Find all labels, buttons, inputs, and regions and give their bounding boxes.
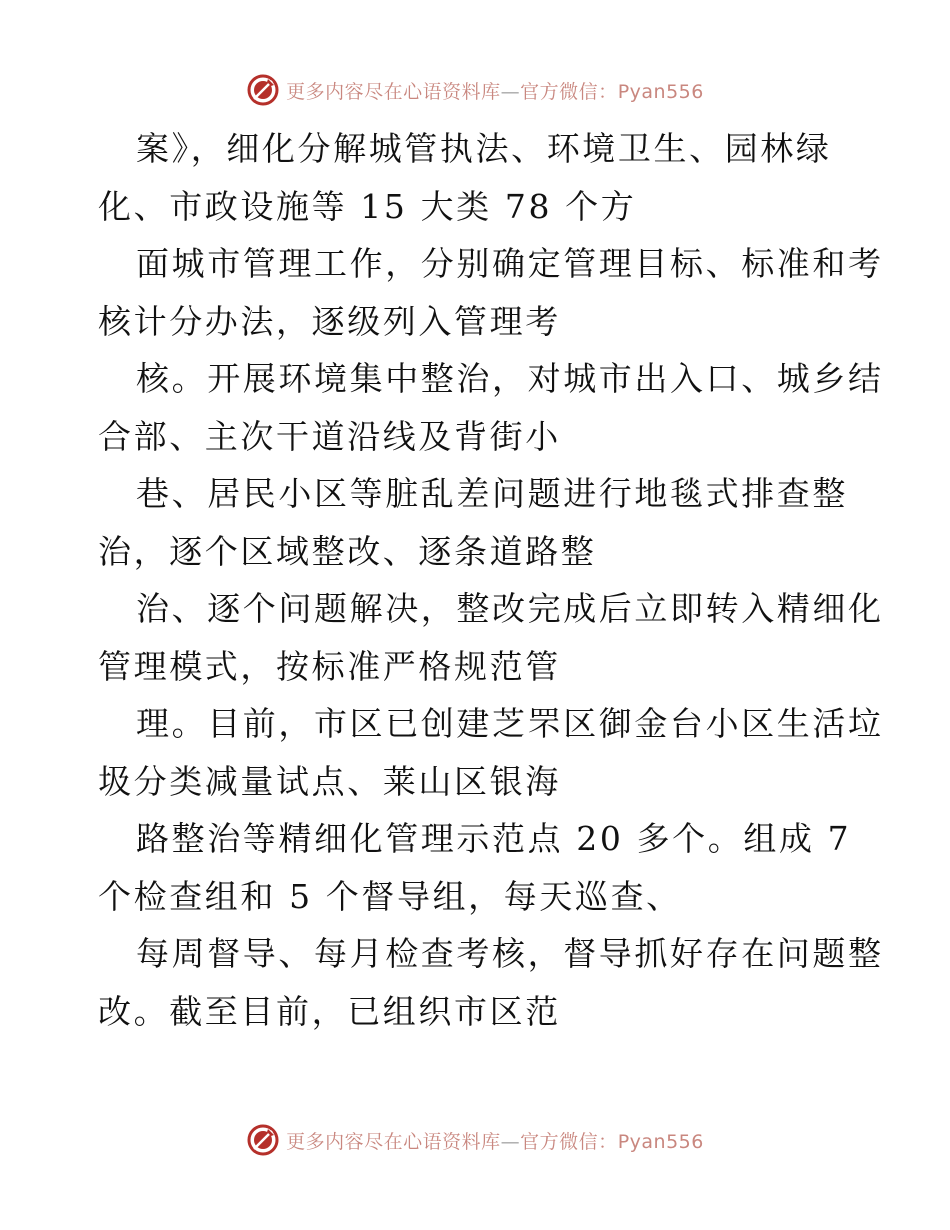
watermark-dash: — [500, 80, 521, 103]
text-line: 治、逐个问题解决，整改完成后立即转入精细化 [136, 589, 884, 628]
text-line: 合部、主次干道沿线及背街小 [98, 416, 561, 456]
watermark-text [286, 1127, 704, 1154]
text-line: 化、市政设施等 15 大类 78 个方 [98, 186, 637, 226]
text-line: 路整治等精细化管理示范点 20 多个。组成 7 [136, 819, 852, 858]
text-line: 管理模式，按标准严格规范管 [98, 646, 561, 686]
watermark-id: Pyan556 [617, 80, 704, 103]
text-line: 核。开展环境集中整治，对城市出入口、城乡结 [136, 359, 884, 398]
watermark-header [0, 70, 950, 110]
text-line: 案》，细化分解城管执法、环境卫生、园林绿 [136, 129, 832, 168]
watermark-text [286, 77, 704, 104]
text-line: 治，逐个区域整改、逐条道路整 [98, 531, 597, 571]
watermark-dash: — [500, 1130, 521, 1153]
text-line: 圾分类减量试点、莱山区银海 [98, 761, 561, 801]
text-line: 理。目前，市区已创建芝罘区御金台小区生活垃 [136, 704, 884, 743]
text-line: 每周督导、每月检查考核，督导抓好存在问题整 [136, 934, 884, 973]
text-line: 巷、居民小区等脏乱差问题进行地毯式排查整 [136, 474, 848, 513]
pen-logo-icon [246, 1123, 280, 1157]
watermark-prefix: 更多内容尽在心语资料库 [286, 80, 501, 103]
document-body [98, 120, 884, 1040]
watermark-id: Pyan556 [617, 1130, 704, 1153]
text-line: 核计分办法，逐级列入管理考 [98, 301, 561, 341]
pen-logo-icon [246, 73, 280, 107]
watermark-footer [0, 1120, 950, 1160]
text-line: 面城市管理工作，分别确定管理目标、标准和考 [136, 244, 884, 283]
text-line: 个检查组和 5 个督导组，每天巡查、 [98, 876, 682, 916]
text-line: 改。截至目前，已组织市区范 [98, 991, 561, 1031]
watermark-suffix: 官方微信： [520, 1130, 618, 1153]
watermark-suffix: 官方微信： [520, 80, 618, 103]
watermark-prefix: 更多内容尽在心语资料库 [286, 1130, 501, 1153]
